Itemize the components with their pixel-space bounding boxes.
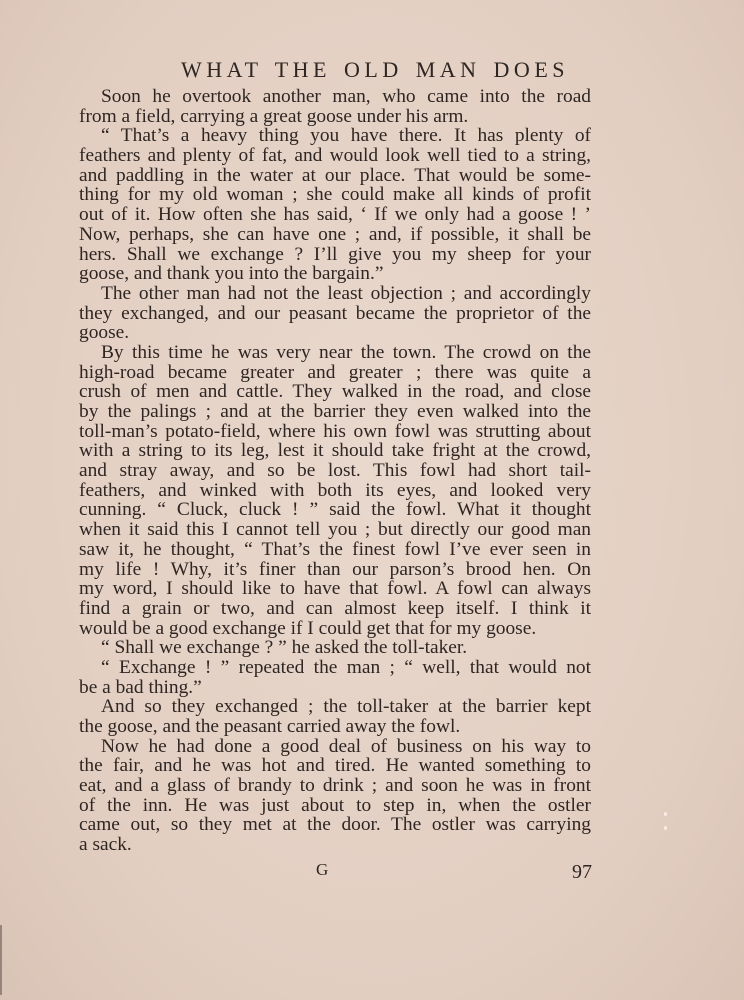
text-line: the fair, and he was hot and tired. He wanted something to: [79, 755, 591, 777]
text-line: find a grain or two, and can almost keep itself. I think it: [79, 597, 591, 619]
text-line: and paddling in the water at our place. That would be some-: [79, 164, 591, 186]
text-line: Now he had done a good deal of business on his way to: [101, 735, 591, 757]
text-line: by the palings ; and at the barrier they even walked into the: [79, 401, 591, 422]
text-line: be a bad thing.”: [79, 676, 202, 698]
text-line: the goose, and the peasant carried away the fowl.: [79, 716, 461, 737]
text-line: out of it. How often she has said, ‘ If we only had a goose ! ’: [79, 204, 591, 226]
running-head: WHAT THE OLD MAN DOES: [180, 57, 569, 82]
text-line: of the inn. He was just about to step in, when the ostler: [79, 794, 591, 816]
page-number: 97: [572, 861, 592, 883]
margin-speck: [664, 826, 667, 830]
text-line: “ Shall we exchange ? ” he asked the toll-taker.: [101, 637, 468, 659]
text-line: hers. Shall we exchange ? I’ll give you my sheep for your: [79, 243, 591, 265]
text-line: toll-man’s potato-field, where his own fowl was strutting about: [79, 420, 591, 442]
text-line: my word, I should like to have that fowl. A fowl can always: [79, 578, 591, 600]
body-text: [79, 87, 591, 855]
signature-mark: G: [316, 860, 329, 879]
text-line: By this time he was very near the town. The crowd on the: [101, 341, 591, 363]
text-line: Soon he overtook another man, who came into the road: [101, 86, 591, 107]
margin-speck: [664, 812, 667, 816]
text-line: and stray away, and so be lost. This fowl had short tail-: [79, 460, 591, 482]
text-line: Now, perhaps, she can have one ; and, if possible, it shall be: [79, 223, 591, 245]
text-line: cunning. “ Cluck, cluck ! ” said the fowl. What it thought: [79, 499, 591, 521]
text-line: came out, so they met at the door. The ostler was carrying: [79, 814, 591, 836]
text-line: my life ! Why, it’s finer than our parson’s brood hen. On: [79, 558, 591, 580]
text-line: with a string to its leg, lest it should take fright at the crowd,: [79, 440, 591, 462]
text-line: “ That’s a heavy thing you have there. It has plenty of: [101, 125, 591, 147]
text-line: feathers and plenty of fat, and would look well tied to a string,: [79, 145, 591, 167]
text-line: when it said this I cannot tell you ; but directly our good man: [79, 519, 591, 541]
text-line: they exchanged, and our peasant became the proprietor of the: [79, 302, 591, 324]
page-edge-shadow: [0, 925, 2, 995]
text-line: thing for my old woman ; she could make all kinds of profit: [79, 184, 591, 206]
text-line: high-road became greater and greater ; there was quite a: [79, 361, 591, 383]
text-line: The other man had not the least objection ; and accordingly: [101, 282, 591, 304]
text-line: from a field, carrying a great goose under his arm.: [79, 105, 469, 127]
text-line: crush of men and cattle. They walked in the road, and close: [79, 381, 591, 403]
text-line: eat, and a glass of brandy to drink ; and soon he was in front: [79, 775, 591, 797]
text-line: a sack.: [79, 834, 132, 856]
text-line: goose.: [79, 322, 130, 344]
text-line: would be a good exchange if I could get that for my goose.: [79, 617, 537, 639]
text-line: feathers, and winked with both its eyes, and looked very: [79, 479, 591, 501]
text-line: goose, and thank you into the bargain.”: [79, 263, 384, 285]
text-line: saw it, he thought, “ That’s the finest fowl I’ve ever seen in: [79, 538, 591, 560]
text-line: “ Exchange ! ” repeated the man ; “ well, that would not: [101, 656, 591, 678]
text-line: And so they exchanged ; the toll-taker at the barrier kept: [101, 696, 591, 718]
